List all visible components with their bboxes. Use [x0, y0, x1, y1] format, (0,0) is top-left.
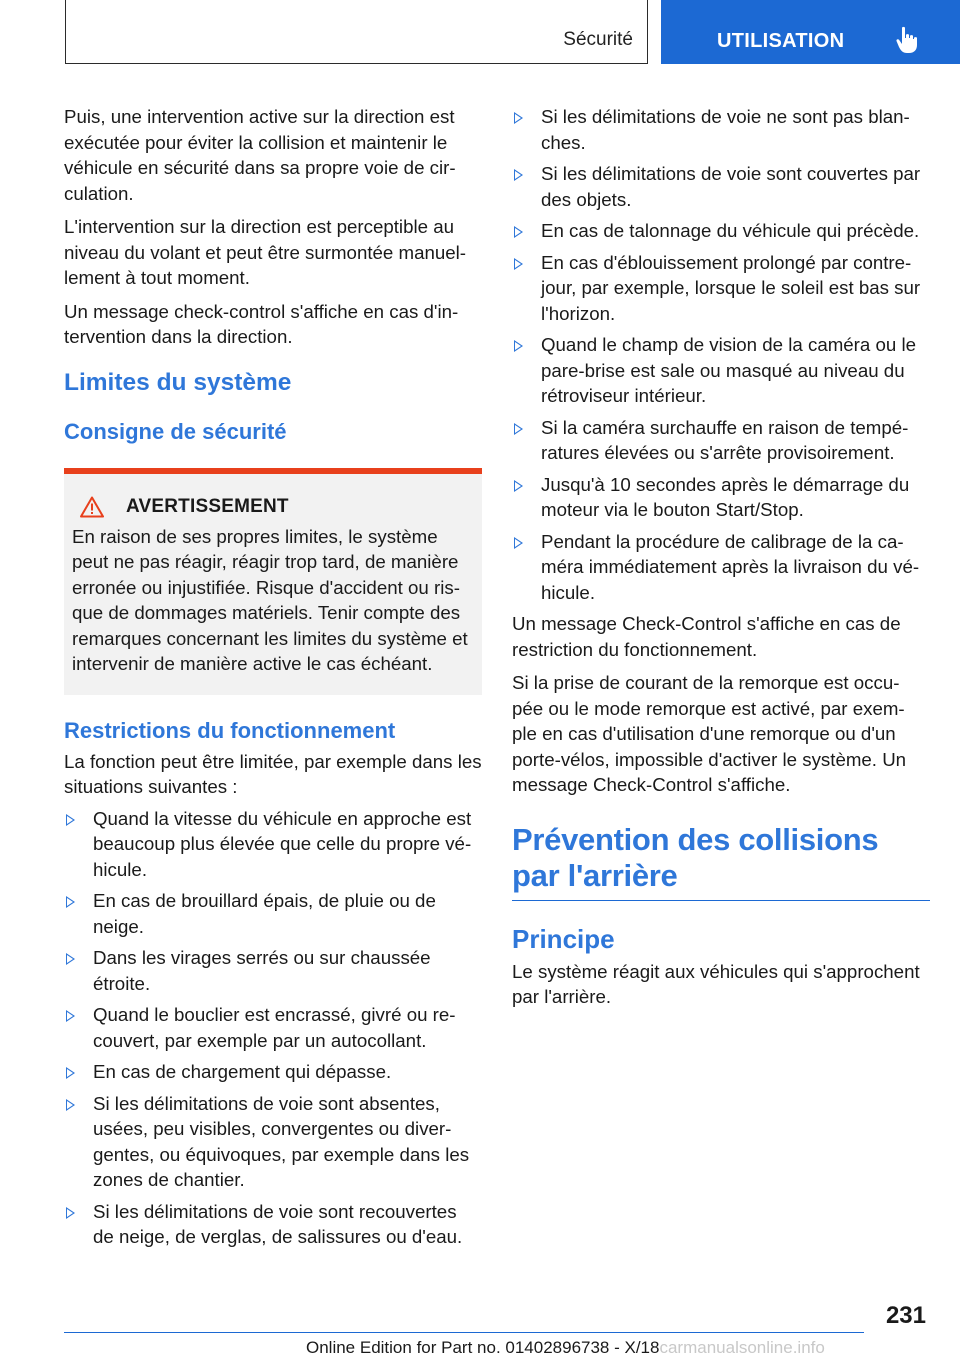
bullet-arrow-icon: [66, 1010, 75, 1022]
principle-text: Le système réagit aux véhicules qui s'approchent par l'arrière.: [512, 960, 920, 1007]
edition-text: Online Edition for Part no. 01402896738 - X/18: [306, 1338, 660, 1357]
list-item: Si les délimitations de voie sont absentes, usées, peu visibles, convergentes ou diver‐ gentes, ou équivoques, par exemple dans les zones de chantier.: [64, 1091, 482, 1193]
list-item: En cas de chargement qui dépasse.: [64, 1059, 482, 1085]
page-number: 231: [885, 1302, 926, 1329]
heading-principle: Principe: [512, 923, 615, 954]
intro-paragraph-3: Un message check-control s'affiche en cas d'in‐ tervention dans la direction.: [64, 300, 459, 347]
heading-divider: [512, 900, 930, 901]
heading-restrictions: Restrictions du fonctionnement: [64, 717, 396, 743]
warning-box: [64, 468, 482, 695]
chapter-tab[interactable]: [661, 0, 960, 64]
bullet-arrow-icon: [66, 1207, 75, 1219]
restrictions-intro: La fonction peut être limitée, par exemple dans les situations suivantes :: [64, 750, 482, 797]
list-item: Quand la vitesse du véhicule en approche est beaucoup plus élevée que celle du propre vé‐ hicule.: [64, 806, 482, 883]
trailer-paragraph: Si la prise de courant de la remorque est occu‐ pée ou le mode remorque est activé, par exem‐ ple en cas d'utilisation d'une remorque ou d'un porte-vélos, impossible d'activer le système. Un message Check-Control s'affiche.: [512, 672, 907, 795]
bullet-arrow-icon: [514, 423, 523, 435]
pointing-hand-icon: [896, 26, 918, 54]
bullet-arrow-icon: [514, 537, 523, 549]
check-control-paragraph: Un message Check-Control s'affiche en cas de restriction du fonctionnement.: [512, 613, 901, 660]
warning-header: [80, 496, 474, 518]
list-item: Si les délimitations de voie sont couvertes par des objets.: [512, 161, 930, 212]
intro-paragraph-1: Puis, une intervention active sur la direction est exécutée pour éviter la collision et maintenir le véhicule en sécurité dans sa propre voie de cir‐ culation.: [64, 106, 456, 204]
warning-text: En raison de ses propres limites, le système peut ne pas réagir, réagir trop tard, de manière erronée ou injustifiée. Risque d'accident ou ris‐ que de dommages matériels. Tenir compte des remarques concernant les limites du système et intervenir de manière active le cas échéant.: [72, 525, 468, 674]
bullet-arrow-icon: [66, 953, 75, 965]
heading-system-limits: Limites du système: [64, 368, 292, 396]
bullet-arrow-icon: [514, 169, 523, 181]
warning-triangle-icon: [80, 496, 104, 518]
bullet-arrow-icon: [514, 258, 523, 270]
restrictions-list-left: [64, 806, 482, 1250]
chapter-tab-label: UTILISATION: [717, 30, 845, 52]
heading-rear-collision-prevention: Prévention des collisions par l'arrière: [512, 821, 879, 893]
footer-divider: [64, 1332, 864, 1333]
bullet-arrow-icon: [514, 480, 523, 492]
bullet-arrow-icon: [66, 1099, 75, 1111]
list-item: Dans les virages serrés ou sur chaussée étroite.: [64, 945, 482, 996]
bullet-arrow-icon: [66, 814, 75, 826]
list-item: Quand le champ de vision de la caméra ou le pare-brise est sale ou masqué au niveau du rétroviseur intérieur.: [512, 332, 930, 409]
heading-safety-notice: Consigne de sécurité: [64, 418, 287, 444]
watermark-text: carmanualsonline.info: [659, 1338, 825, 1357]
header-section-box: [65, 0, 648, 64]
restrictions-list-right: [512, 104, 930, 605]
bullet-arrow-icon: [514, 112, 523, 124]
bullet-arrow-icon: [514, 226, 523, 238]
section-title: Sécurité: [563, 29, 633, 50]
right-column: [512, 104, 930, 1018]
footer-edition: [306, 1338, 825, 1358]
intro-paragraph-2: L'intervention sur la direction est perceptible au niveau du volant et peut être surmontée manuel‐ lement à tout moment.: [64, 216, 467, 288]
list-item: Si les délimitations de voie sont recouvertes de neige, de verglas, de salissures ou d'eau.: [64, 1199, 482, 1250]
bullet-arrow-icon: [514, 340, 523, 352]
list-item: Quand le bouclier est encrassé, givré ou re‐ couvert, par exemple par un autocollant.: [64, 1002, 482, 1053]
list-item: En cas de talonnage du véhicule qui précède.: [512, 218, 930, 244]
bullet-arrow-icon: [66, 1067, 75, 1079]
left-column: [64, 104, 482, 1256]
list-item: Si les délimitations de voie ne sont pas blan‐ ches.: [512, 104, 930, 155]
list-item: En cas d'éblouissement prolongé par contre- jour, par exemple, lorsque le soleil est bas sur l'horizon.: [512, 250, 930, 327]
list-item: En cas de brouillard épais, de pluie ou de neige.: [64, 888, 482, 939]
list-item: Si la caméra surchauffe en raison de tempé‐ ratures élevées ou s'arrête provisoirement.: [512, 415, 930, 466]
warning-title: AVERTISSEMENT: [126, 495, 289, 517]
list-item: Pendant la procédure de calibrage de la ca‐ méra immédiatement après la livraison du vé‐ hicule.: [512, 529, 930, 606]
bullet-arrow-icon: [66, 896, 75, 908]
list-item: Jusqu'à 10 secondes après le démarrage du moteur via le bouton Start/Stop.: [512, 472, 930, 523]
